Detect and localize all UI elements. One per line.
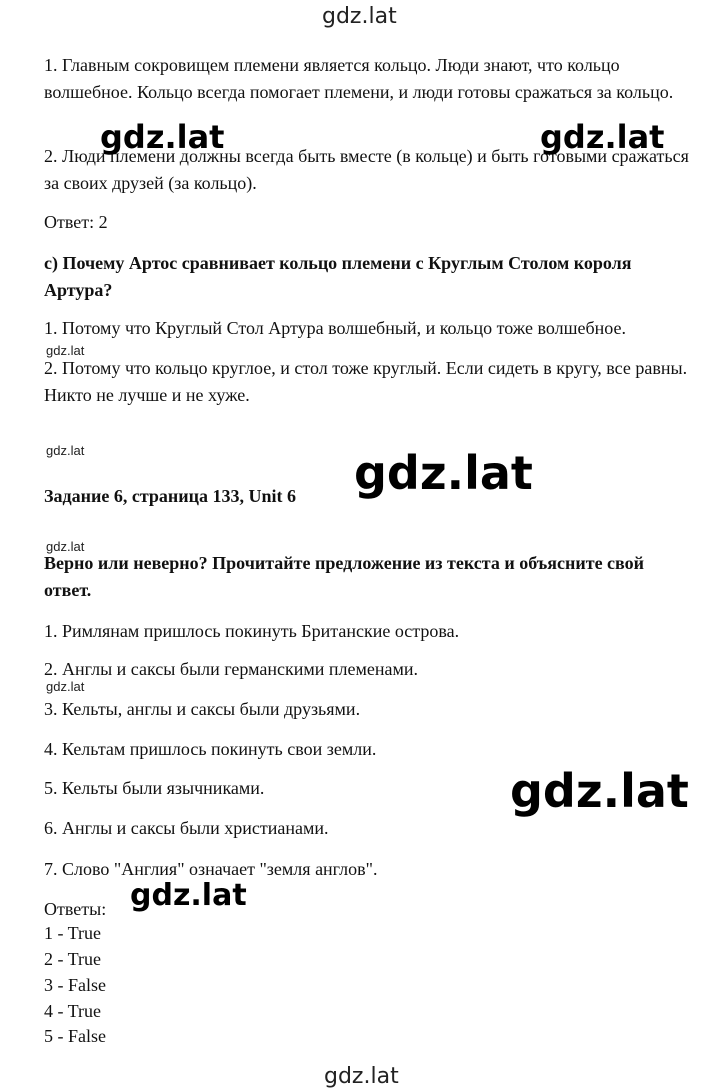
watermark-big: gdz.lat [354, 446, 533, 500]
statement-7: 7. Слово "Англия" означает "земля англов". [44, 859, 378, 879]
statement-1: 1. Римлянам пришлось покинуть Британские острова. [44, 621, 460, 641]
question-c: c) Почему Артос сравнивает кольцо племени с Круглым Столом короля Артура? [44, 253, 632, 300]
answer-1: 1 - True [44, 923, 102, 943]
statement-3: 3. Кельты, англы и саксы были друзьями. [44, 699, 361, 719]
option-b-2: 2. Люди племени должны всегда быть вместе (в кольце) и быть готовыми сражаться за своих друзей (за кольцо). [44, 146, 689, 193]
watermark-big: gdz.lat [130, 878, 247, 913]
option-c-2: 2. Потому что кольцо круглое, и стол тоже круглый. Если сидеть в кругу, все равны. Никто не лучше и не хуже. [44, 358, 688, 405]
task6-instruction: Верно или неверно? Прочитайте предложение из текста и объясните свой ответ. [44, 553, 645, 600]
answer-b: Ответ: 2 [44, 212, 108, 232]
watermark-small: gdz.lat [46, 343, 85, 358]
watermark-small: gdz.lat [46, 539, 85, 554]
option-b-1: 1. Главным сокровищем племени является кольцо. Люди знают, что кольцо волшебное. Кольцо всегда помогает племени, и люди готовы сражаться за кольцо. [44, 55, 674, 102]
watermark-big: gdz.lat [540, 118, 665, 156]
statement-6: 6. Англы и саксы были христианами. [44, 818, 329, 838]
task6-heading: Задание 6, страница 133, Unit 6 [44, 486, 297, 506]
watermark-small: gdz.lat [46, 679, 85, 694]
option-c-1: 1. Потому что Круглый Стол Артура волшебный, и кольцо тоже волшебное. [44, 318, 626, 338]
answer-5: 5 - False [44, 1026, 106, 1046]
watermark-top: gdz.lat [322, 4, 397, 29]
watermark-bottom: gdz.lat [324, 1064, 399, 1089]
answer-3: 3 - False [44, 975, 106, 995]
statement-5: 5. Кельты были язычниками. [44, 778, 265, 798]
watermark-big: gdz.lat [100, 118, 225, 156]
answers-label: Ответы: [44, 899, 107, 919]
answer-4: 4 - True [44, 1001, 102, 1021]
statement-2: 2. Англы и саксы были германскими племенами. [44, 659, 419, 679]
watermark-big: gdz.lat [510, 764, 689, 818]
answer-2: 2 - True [44, 949, 102, 969]
watermark-small: gdz.lat [46, 443, 85, 458]
statement-4: 4. Кельтам пришлось покинуть свои земли. [44, 739, 377, 759]
